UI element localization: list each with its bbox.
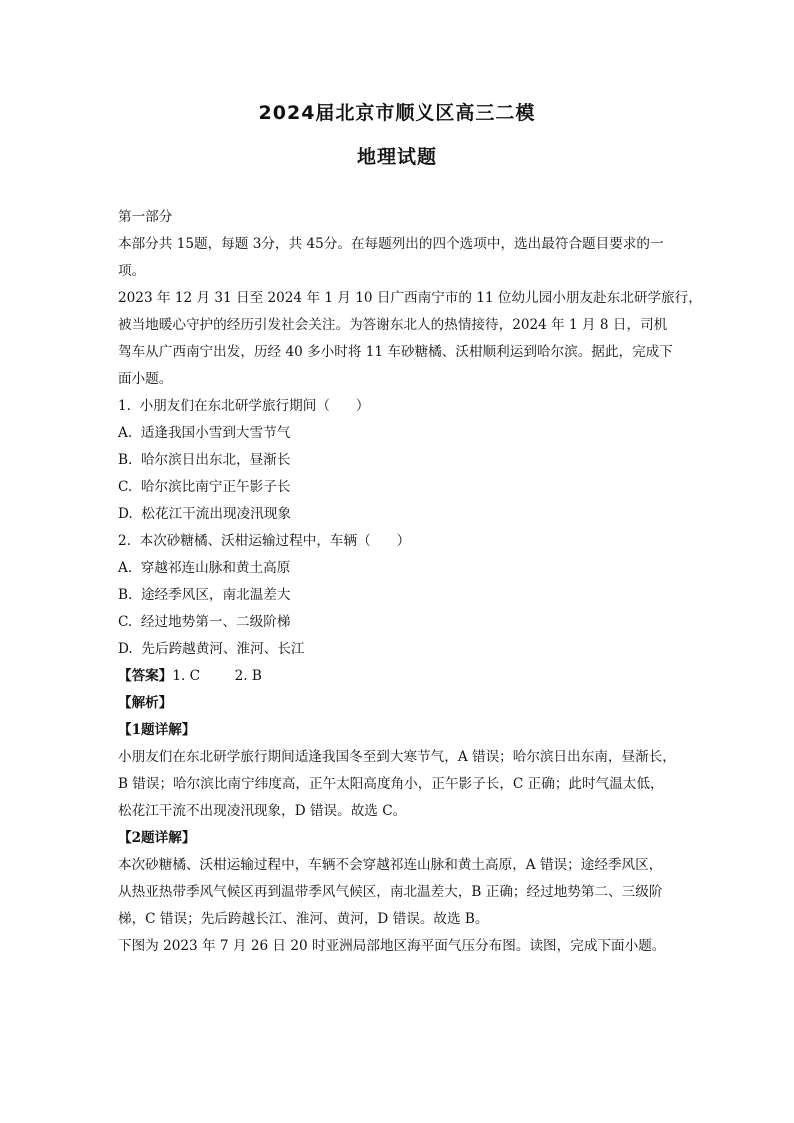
q1-detail-line: B 错误；哈尔滨比南宁纬度高，正午太阳高度角小，正午影子长，C 正确；此时气温太低， xyxy=(118,776,664,792)
question-1-option-a: A. 适逢我国小雪到大雪节气 xyxy=(118,425,291,441)
q2-detail-line: 从热亚热带季风气候区再到温带季风气候区，南北温差大，B 正确；经过地势第二、三级阶 xyxy=(118,884,663,900)
question-2-option-b: B. 途经季风区，南北温差大 xyxy=(118,587,291,603)
passage-line: 被当地暖心守护的经历引发社会关注。为答谢东北人的热情接待，2024 年 1 月 8 日，司机 xyxy=(118,317,668,333)
document-body xyxy=(118,204,702,960)
q1-detail-label: 【1题详解】 xyxy=(118,722,196,738)
instruction-line: 本部分共 15题，每题 3分，共 45分。在每题列出的四个选项中，选出最符合题目要求的一 xyxy=(118,236,664,252)
question-1-stem: 1. 小朋友们在东北研学旅行期间（ ） xyxy=(118,398,370,414)
part-label: 第一部分 xyxy=(118,209,173,225)
document-subtitle: 地理试题 xyxy=(356,146,437,168)
q2-detail-line: 梯，C 错误；先后跨越长江、淮河、黄河，D 错误。故选 B。 xyxy=(118,911,489,927)
q2-detail-label: 【2题详解】 xyxy=(118,830,196,846)
question-1-option-d: D. 松花江干流出现凌汛现象 xyxy=(118,506,291,522)
question-2-option-d: D. 先后跨越黄河、淮河、长江 xyxy=(118,641,305,657)
next-passage-line: 下图为 2023 年 7 月 26 日 20 时亚洲局部地区海平面气压分布图。读图，完成下面小题。 xyxy=(118,938,666,954)
q1-detail-line: 松花江干流不出现凌汛现象，D 错误。故选 C。 xyxy=(118,803,407,819)
question-2-stem: 2. 本次砂糖橘、沃柑运输过程中，车辆（ ） xyxy=(118,533,411,549)
question-1-option-b: B. 哈尔滨日出东北，昼渐长 xyxy=(118,452,291,468)
instruction-line: 项。 xyxy=(118,263,146,279)
document-title: 2024届北京市顺义区高三二模 xyxy=(258,102,536,124)
question-2-option-a: A. 穿越祁连山脉和黄土高原 xyxy=(118,560,291,576)
passage-line: 面小题。 xyxy=(118,371,173,387)
answer-values: 1. C 2. B xyxy=(172,668,262,684)
q1-detail-line: 小朋友们在东北研学旅行期间适逢我国冬至到大寒节气，A 错误；哈尔滨日出东南，昼渐长， xyxy=(118,749,676,765)
passage-line: 驾车从广西南宁出发，历经 40 多小时将 11 车砂糖橘、沃柑顺利运到哈尔滨。据此，完成下 xyxy=(118,344,673,360)
passage-line: 2023 年 12 月 31 日至 2024 年 1 月 10 日广西南宁市的 11 位幼儿园小朋友赴东北研学旅行， xyxy=(118,290,702,306)
analysis-label: 【解析】 xyxy=(118,695,173,711)
question-1-option-c: C. 哈尔滨比南宁正午影子长 xyxy=(118,479,291,495)
answer-line xyxy=(118,663,678,690)
answer-label: 【答案】 xyxy=(118,668,173,684)
question-2-option-c: C. 经过地势第一、二级阶梯 xyxy=(118,614,291,630)
q2-detail-line: 本次砂糖橘、沃柑运输过程中，车辆不会穿越祁连山脉和黄土高原，A 错误；途经季风区， xyxy=(118,857,663,873)
